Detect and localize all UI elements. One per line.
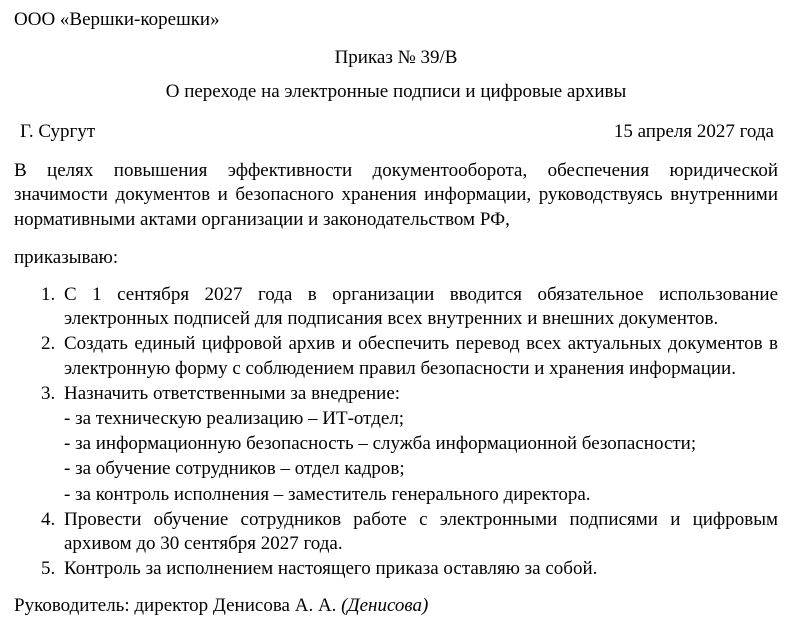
document-preamble: В целях повышения эффективности документооборота, обеспечения юридической значимости документов и безопасного хранения информации, руководствуясь внутренними нормативными актами организации и законодательством РФ, [14,160,778,230]
document-date: 15 апреля 2027 года [613,121,774,143]
list-item-text: Назначить ответственными за внедрение: [64,383,401,404]
document-meta-row [14,121,778,143]
order-items-list [14,283,778,582]
list-item [60,382,778,507]
list-subitem: - за обучение сотрудников – отдел кадров; [64,458,405,480]
organization-name: ООО «Вершки-корешки» [14,9,220,30]
list-item-text: Создать единый цифровой архив и обеспечить перевод всех актуальных документов в электронную форму с соблюдением правил безопасности и хранения информации. [64,333,778,379]
document-subject: О переходе на электронные подписи и цифровые архивы [165,81,627,103]
order-keyword: приказываю: [14,247,119,269]
list-item-text: С 1 сентября 2027 года в организации вводится обязательное использование электронных подписей для подписания всех внутренних и внешних документов. [64,283,778,330]
list-subitem: - за техническую реализацию – ИТ-отдел; [64,408,405,430]
signature-scan: (Денисова) [341,594,429,616]
list-item-subitems [64,406,778,506]
signature-label: Руководитель: директор Денисова А. А. [14,594,337,616]
list-subitem: - за информационную безопасность – служба информационной безопасности; [64,433,697,455]
list-item-text: Провести обучение сотрудников работе с электронными подписями и цифровым архивом до 30 сентября 2027 года. [64,508,778,554]
list-item [60,332,778,381]
document-city: Г. Сургут [20,121,96,143]
document-title: Приказ № 39/В [334,46,458,68]
list-item [60,283,778,332]
signature-line [14,594,778,618]
list-item [60,557,778,581]
list-item-text: Контроль за исполнением настоящего приказа оставляю за собой. [64,558,598,580]
list-item [60,508,778,557]
list-subitem: - за контроль исполнения – заместитель генерального директора. [64,483,591,505]
